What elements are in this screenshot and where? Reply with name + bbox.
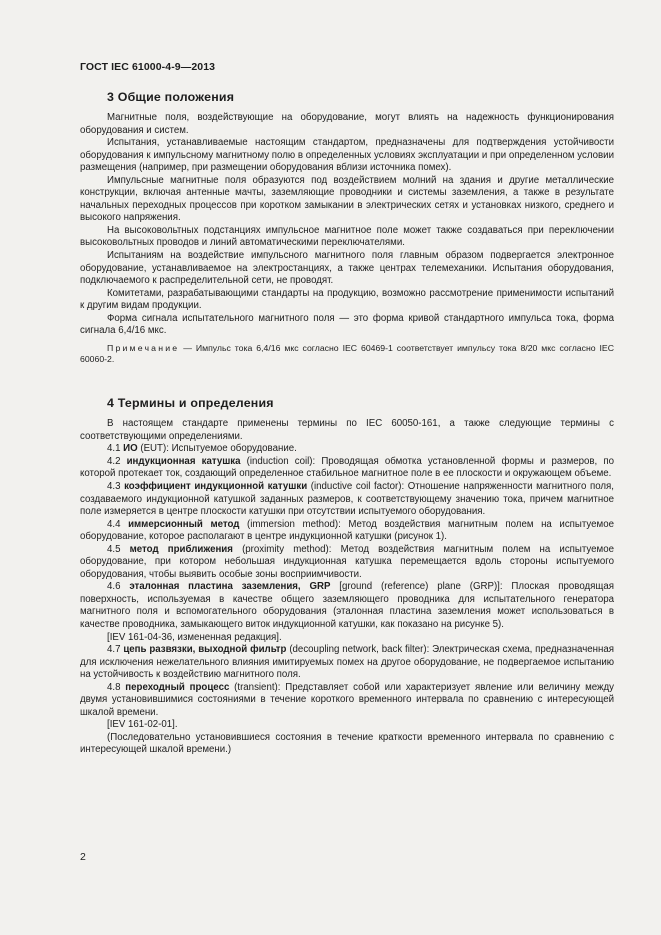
- term-text: (transient): Представляет собой или характеризует явление или величину между двумя установившимися состояниями в течение короткого временного интервала по сравнению с интересующей шкалой времени.: [80, 681, 614, 718]
- term-definition: [80, 481, 614, 519]
- paragraph: Комитетами, разрабатывающими стандарты на продукцию, возможно рассмотрение применимости испытаний к другим видам продукции.: [80, 287, 614, 312]
- term-text: (immersion method): Метод воздействия магнитным полем на испытуемое оборудование, которое располагают в центре индукционной катушки (рисунок 1).: [80, 518, 614, 543]
- paragraph: Форма сигнала испытательного магнитного поля — это форма кривой стандартного импульса тока, форма сигнала 6,4/16 мкс.: [80, 312, 614, 337]
- paragraph: Магнитные поля, воздействующие на оборудование, могут влиять на надежность функционирования оборудования и систем.: [80, 112, 614, 136]
- term-text: [ground (reference) plane (GRP)]: Плоская проводящая поверхность, используемая в качестве общего заземляющего проводника для испытательного генератора магнитного поля и вспомогательного оборудования (эталонная пластина заземления может использоваться в качестве проводника, замыкающего виток индукционной катушки, как показано на рисунке 5).: [80, 581, 614, 630]
- term-number: 4.7: [107, 644, 124, 656]
- section-3-title: 3 Общие положения: [107, 90, 235, 104]
- term-text: (decoupling network, back filter): Электрическая схема, предназначенная для исключения нежелательного влияния имитируемых помех на другое оборудование, не подвергаемое испытанию на устойчивость к воздействию магнитного поля.: [80, 644, 614, 681]
- term-number: 4.8: [107, 681, 126, 693]
- term-name: переходный процесс: [125, 681, 230, 693]
- document-header: ГОСТ IEC 61000-4-9—2013: [80, 61, 216, 73]
- term-name: цепь развязки, выходной фильтр: [123, 644, 287, 656]
- page-number: 2: [80, 851, 86, 863]
- term-number: 4.5: [107, 543, 130, 555]
- term-definition: [80, 644, 614, 682]
- term-number: 4.3: [107, 480, 125, 492]
- term-text: (induction coil): Проводящая обмотка установленной формы и размеров, по которой протекает ток, создающий определенное стабильное магнитное поле в ее плоскости и окружающем объеме.: [80, 455, 614, 480]
- term-name: иммерсионный метод: [128, 518, 240, 530]
- page-content: [80, 89, 614, 757]
- iev-reference: [IEV 161-02-01].: [107, 719, 178, 731]
- term-name: коэффициент индукционной катушки: [124, 480, 308, 492]
- term-definition: [80, 544, 614, 582]
- section-4-title: 4 Термины и определения: [107, 396, 274, 411]
- paragraph: Импульсные магнитные поля образуются под воздействием молний на здания и другие металлические конструкции, включая антенные мачты, заземляющие проводники и системы заземления, а также в результате начальных переходных процессов при коротком замыкании в электрических сетях и установках низкого, среднего и высокого напряжения.: [80, 174, 614, 224]
- note-text: — Импульс тока 6,4/16 мкс согласно IEC 60469-1 соответствует импульсу тока 8/20 мкс согласно IEC 60060-2.: [80, 342, 614, 365]
- term-name: индукционная катушка: [126, 455, 241, 467]
- term-name: ИО: [123, 443, 138, 455]
- term-text: (EUT): Испытуемое оборудование.: [137, 443, 297, 455]
- section-4-intro: В настоящем стандарте применены термины по IEC 60050-161, а также следующие термины с соответствующими определениями.: [80, 418, 614, 442]
- iev-reference: [IEV 161-04-36, измененная редакция].: [107, 631, 282, 643]
- term-number: 4.6: [107, 581, 130, 593]
- term-text: (proximity method): Метод воздействия магнитным полем на испытуемое оборудование, при котором небольшая индукционная катушка перемещается вдоль стороны испытуемого оборудования, чтобы выявить особые зоны восприимчивости.: [80, 543, 614, 580]
- paragraph: Испытаниям на воздействие импульсного магнитного поля главным образом подвергается электронное оборудование, устанавливаемое на электростанциях, а также центрах телемеханики. Испытания оборудования, подключаемого к распределительной сети, не проводят.: [80, 250, 614, 287]
- term-number: 4.2: [107, 455, 127, 467]
- term-definition: [80, 581, 614, 631]
- term-name: эталонная пластина заземления, GRP: [129, 581, 331, 593]
- closing-note: (Последовательно установившиеся состояния в течение краткости временного интервала по сравнению с интересующей шкалой времени.): [80, 731, 614, 756]
- term-number: 4.4: [107, 518, 129, 530]
- note-label: Примечание: [107, 342, 180, 353]
- term-text: (inductive coil factor): Отношение напряженности магнитного поля, создаваемого индукционной катушкой заданных размеров, к соответствующему значению тока, причем магнитное поле измеряется в центре плоскости катушки при отсутствии испытуемого оборудования.: [80, 480, 614, 518]
- term-number: 4.1: [107, 443, 124, 455]
- paragraph: На высоковольтных подстанциях импульсное магнитное поле может также создаваться при переключении высоковольтных проводов и линий автоматическими переключателями.: [80, 224, 614, 249]
- term-definition: [80, 456, 614, 481]
- note: [80, 343, 614, 365]
- term-definition: [80, 443, 614, 456]
- term-name: метод приближения: [129, 543, 233, 555]
- term-definition: [80, 682, 614, 720]
- term-definition: [80, 519, 614, 544]
- paragraph: Испытания, устанавливаемые настоящим стандартом, предназначены для подтверждения устойчивости оборудования к импульсному магнитному полю в определенных условиях эксплуатации и при определенном условии размещения (например, при размещении оборудования вблизи источника помех).: [80, 137, 614, 174]
